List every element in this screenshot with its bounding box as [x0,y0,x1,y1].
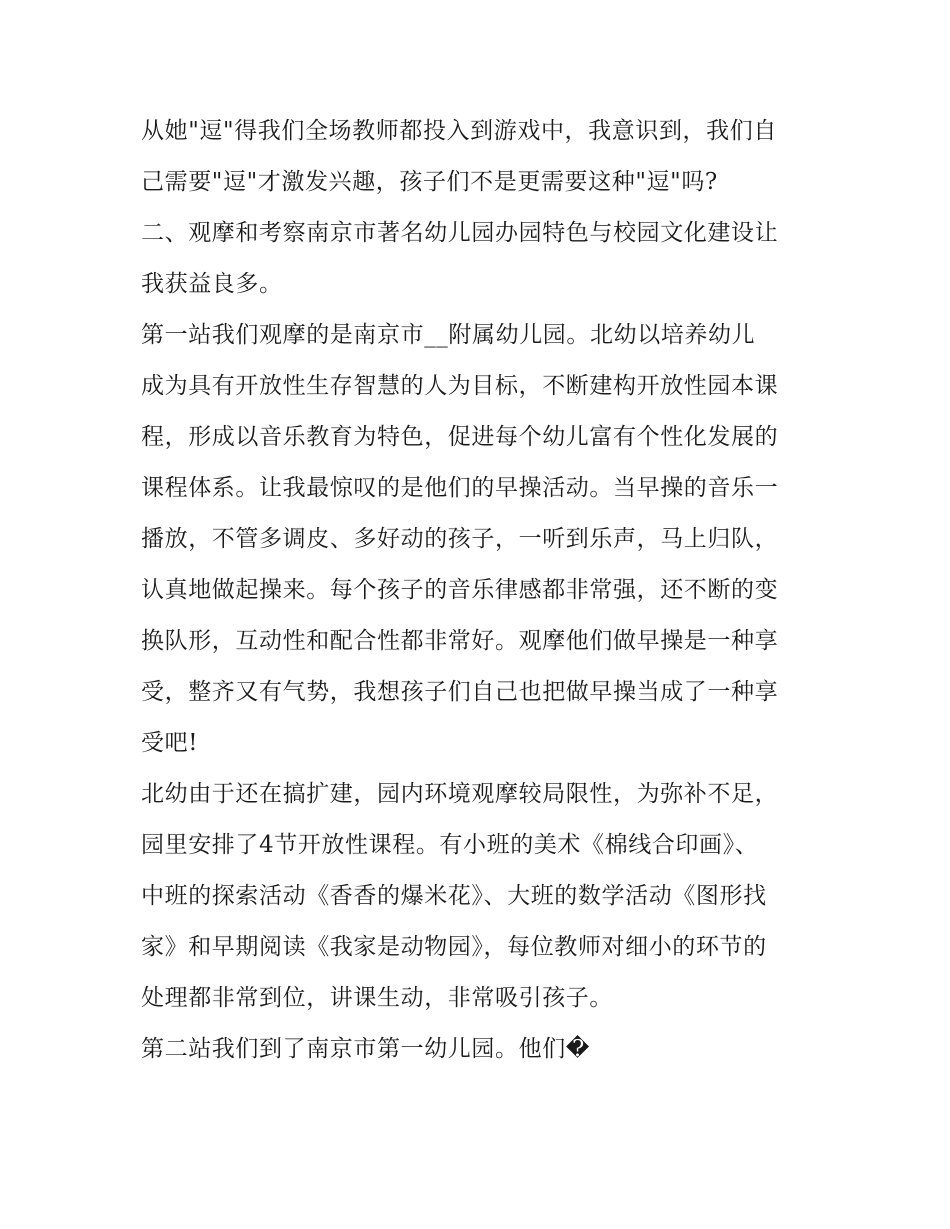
text-line-16: 中班的探索活动《香香的爆米花》、大班的数学活动《图形找 [141,883,767,909]
text-line-4: 我获益良多。 [141,271,283,297]
text-line-15: 园里安排了4节开放性课程。有小班的美术《棉线合印画》、 [141,832,759,858]
text-line-17: 家》和早期阅读《我家是动物园》，每位教师对细小的环节的 [141,934,767,960]
text-line-6: 成为具有开放性生存智慧的人为目标，不断建构开放性园本课 [141,373,779,399]
text-line-19: 第二站我们到了南京市第一幼儿园。他们� [141,1036,590,1062]
text-line-13: 受吧! [141,730,199,756]
text-line-7: 程，形成以音乐教育为特色，促进每个幼儿富有个性化发展的 [141,424,779,450]
text-line-2: 己需要"逗"才激发兴趣，孩子们不是更需要这种"逗"吗? [141,169,718,195]
text-line-18: 处理都非常到位，讲课生动，非常吸引孩子。 [141,985,613,1011]
text-line-11: 换队形，互动性和配合性都非常好。观摩他们做早操是一种享 [141,628,779,654]
document-body [141,106,821,1075]
text-line-8: 课程体系。让我最惊叹的是他们的早操活动。当早操的音乐一 [141,475,779,501]
text-line-14: 北幼由于还在搞扩建，园内环境观摩较局限性，为弥补不足， [141,781,779,807]
text-line-5: 第一站我们观摩的是南京市__附属幼儿园。北幼以培养幼儿 [141,322,756,348]
text-line-3: 二、观摩和考察南京市著名幼儿园办园特色与校园文化建设让 [141,220,779,246]
text-line-9: 播放，不管多调皮、多好动的孩子，一听到乐声，马上归队， [141,526,779,552]
text-line-10: 认真地做起操来。每个孩子的音乐律感都非常强，还不断的变 [141,577,779,603]
text-line-1: 从她"逗"得我们全场教师都投入到游戏中，我意识到，我们自 [141,118,777,144]
text-line-12: 受，整齐又有气势，我想孩子们自己也把做早操当成了一种享 [141,679,779,705]
